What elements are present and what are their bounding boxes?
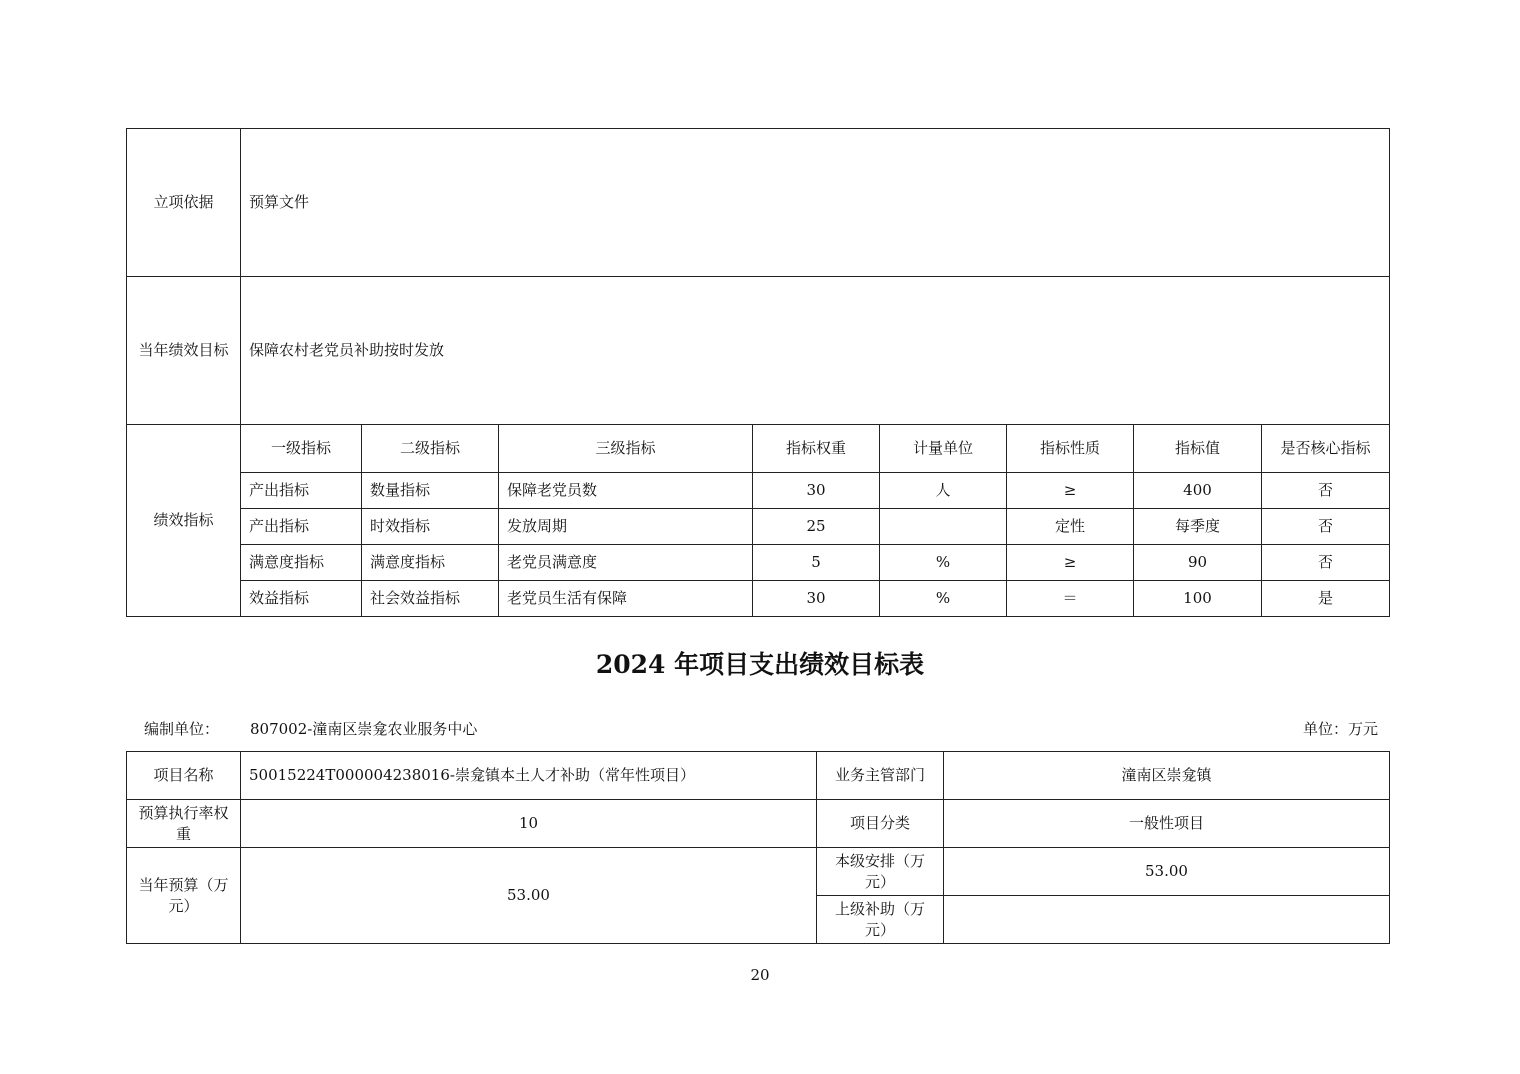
table-row <box>127 509 1390 545</box>
superior-value <box>944 896 1390 944</box>
budget-value: 53.00 <box>241 848 817 944</box>
project-name-row <box>127 752 1390 800</box>
cell-weight: 30 <box>753 581 880 617</box>
org-value: 807002-潼南区崇龛农业服务中心 <box>250 720 478 738</box>
exec-rate-label: 预算执行率权重 <box>127 800 241 848</box>
indicators-label: 绩效指标 <box>127 425 241 617</box>
header-unit: 计量单位 <box>880 425 1007 473</box>
cell-level2: 社会效益指标 <box>362 581 499 617</box>
cell-core: 否 <box>1262 509 1390 545</box>
table-row <box>127 545 1390 581</box>
dept-label: 业务主管部门 <box>817 752 944 800</box>
cell-value: 90 <box>1134 545 1262 581</box>
cell-weight: 25 <box>753 509 880 545</box>
local-label: 本级安排（万元） <box>817 848 944 896</box>
cell-level2: 数量指标 <box>362 473 499 509</box>
cell-level2: 满意度指标 <box>362 545 499 581</box>
header-core: 是否核心指标 <box>1262 425 1390 473</box>
header-nature: 指标性质 <box>1007 425 1134 473</box>
table-row <box>127 473 1390 509</box>
cell-value: 每季度 <box>1134 509 1262 545</box>
project-name-value: 50015224T000004238016-崇龛镇本土人才补助（常年性项目） <box>241 752 817 800</box>
budget-row <box>127 848 1390 896</box>
cell-level1: 满意度指标 <box>241 545 362 581</box>
table-row <box>127 581 1390 617</box>
superior-label: 上级补助（万元） <box>817 896 944 944</box>
cell-core: 否 <box>1262 473 1390 509</box>
cell-level3: 发放周期 <box>499 509 753 545</box>
cell-core: 否 <box>1262 545 1390 581</box>
header-level2: 二级指标 <box>362 425 499 473</box>
local-value: 53.00 <box>944 848 1390 896</box>
cell-level3: 老党员生活有保障 <box>499 581 753 617</box>
basis-label: 立项依据 <box>127 129 241 277</box>
category-label: 项目分类 <box>817 800 944 848</box>
header-value: 指标值 <box>1134 425 1262 473</box>
cell-weight: 30 <box>753 473 880 509</box>
cell-unit: % <box>880 545 1007 581</box>
cell-nature: ≥ <box>1007 473 1134 509</box>
cell-value: 100 <box>1134 581 1262 617</box>
cell-level1: 效益指标 <box>241 581 362 617</box>
cell-nature: 定性 <box>1007 509 1134 545</box>
performance-table-continued <box>126 128 1390 617</box>
header-level1: 一级指标 <box>241 425 362 473</box>
basis-value: 预算文件 <box>241 129 1390 277</box>
cell-core: 是 <box>1262 581 1390 617</box>
cell-value: 400 <box>1134 473 1262 509</box>
budget-label: 当年预算（万元） <box>127 848 241 944</box>
goal-label: 当年绩效目标 <box>127 277 241 425</box>
cell-nature: ＝ <box>1007 581 1134 617</box>
org-label: 编制单位： <box>144 720 220 738</box>
basis-row <box>127 129 1390 277</box>
currency-unit: 单位：万元 <box>1302 720 1378 738</box>
project-info-table <box>126 751 1390 944</box>
cell-level1: 产出指标 <box>241 473 362 509</box>
goal-value: 保障农村老党员补助按时发放 <box>241 277 1390 425</box>
page-number: 20 <box>750 966 770 984</box>
cell-unit: % <box>880 581 1007 617</box>
exec-rate-value: 10 <box>241 800 817 848</box>
category-value: 一般性项目 <box>944 800 1390 848</box>
cell-unit <box>880 509 1007 545</box>
cell-level3: 保障老党员数 <box>499 473 753 509</box>
goal-row <box>127 277 1390 425</box>
header-level3: 三级指标 <box>499 425 753 473</box>
cell-weight: 5 <box>753 545 880 581</box>
project-name-label: 项目名称 <box>127 752 241 800</box>
page-title: 2024 年项目支出绩效目标表 <box>595 650 925 679</box>
cell-level2: 时效指标 <box>362 509 499 545</box>
cell-unit: 人 <box>880 473 1007 509</box>
dept-value: 潼南区崇龛镇 <box>944 752 1390 800</box>
header-weight: 指标权重 <box>753 425 880 473</box>
indicator-header-row <box>127 425 1390 473</box>
cell-level3: 老党员满意度 <box>499 545 753 581</box>
compiling-unit-line <box>126 718 1389 740</box>
cell-level1: 产出指标 <box>241 509 362 545</box>
cell-nature: ≥ <box>1007 545 1134 581</box>
exec-rate-row <box>127 800 1390 848</box>
